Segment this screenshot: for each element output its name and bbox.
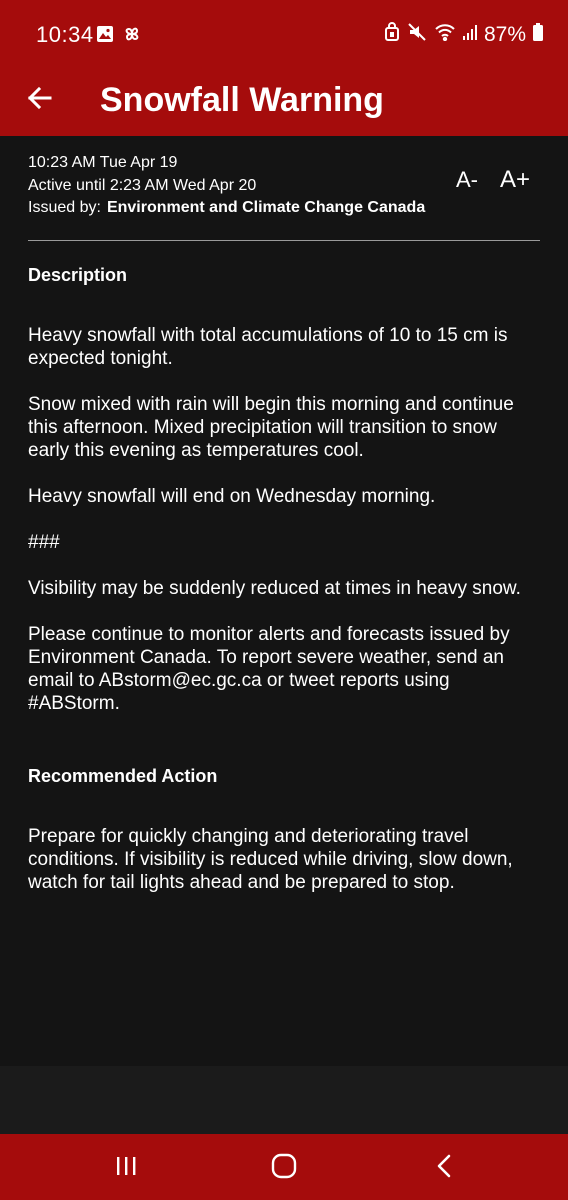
alert-body [28, 264, 540, 894]
status-time: 10:34 [36, 22, 94, 47]
active-until: Active until 2:23 AM Wed Apr 20 [28, 176, 257, 194]
issued-time: 10:23 AM Tue Apr 19 [28, 154, 178, 171]
app-header [0, 70, 568, 136]
description-paragraph: Snow mixed with rain will begin this morning and continue this afternoon. Mixed precipitation will transition to snow early this evening as temperatures cool. [28, 394, 514, 461]
pinwheel-icon [122, 24, 142, 49]
battery-icon [532, 22, 544, 47]
home-button[interactable] [264, 1152, 304, 1184]
recents-icon [114, 1155, 138, 1182]
status-notification-icons [96, 24, 142, 49]
increase-font-button[interactable]: A+ [499, 166, 530, 193]
nav-back-button[interactable] [424, 1152, 464, 1184]
home-icon [270, 1152, 298, 1185]
status-system-icons [384, 22, 544, 47]
recommended-action-paragraph: Prepare for quickly changing and deteriorating travel conditions. If visibility is reduced while driving, slow down, watch for tail lights ahead and be prepared to stop. [28, 826, 513, 893]
wifi-icon [434, 23, 456, 46]
battery-percent: 87% [483, 22, 526, 46]
description-paragraph: Heavy snowfall will end on Wednesday morning. [28, 486, 436, 507]
signal-icon [462, 23, 478, 46]
footer-area [0, 1066, 568, 1134]
top-bar [0, 0, 568, 136]
alert-meta [28, 152, 425, 220]
chevron-left-icon [434, 1153, 454, 1184]
page-title: Snowfall Warning [100, 81, 384, 119]
back-button[interactable] [18, 78, 62, 122]
issued-by-label: Issued by: [28, 199, 101, 216]
description-heading: Description [28, 265, 128, 285]
lock-battery-icon [384, 22, 400, 47]
description-paragraph: Heavy snowfall with total accumulations of 10 to 15 cm is expected tonight. [28, 325, 508, 369]
alert-content [0, 136, 568, 1066]
font-size-controls [456, 166, 530, 194]
issued-by-value: Environment and Climate Change Canada [106, 199, 426, 216]
description-paragraph: Please continue to monitor alerts and forecasts issued by Environment Canada. To report severe weather, send an email to ABstorm@ec.gc.ca or tweet reports using #ABStorm. [28, 624, 510, 714]
decrease-font-button[interactable]: A- [455, 167, 478, 192]
divider [28, 240, 540, 241]
mute-icon [406, 22, 428, 47]
system-nav-bar [0, 1134, 568, 1200]
description-paragraph: ### [28, 532, 60, 553]
gallery-icon [96, 25, 114, 48]
arrow-left-icon [26, 84, 54, 117]
recents-button[interactable] [106, 1152, 146, 1184]
issued-by-row [28, 197, 425, 220]
status-bar [0, 0, 568, 70]
description-paragraph: Visibility may be suddenly reduced at times in heavy snow. [28, 578, 521, 599]
recommended-action-heading: Recommended Action [28, 766, 218, 786]
